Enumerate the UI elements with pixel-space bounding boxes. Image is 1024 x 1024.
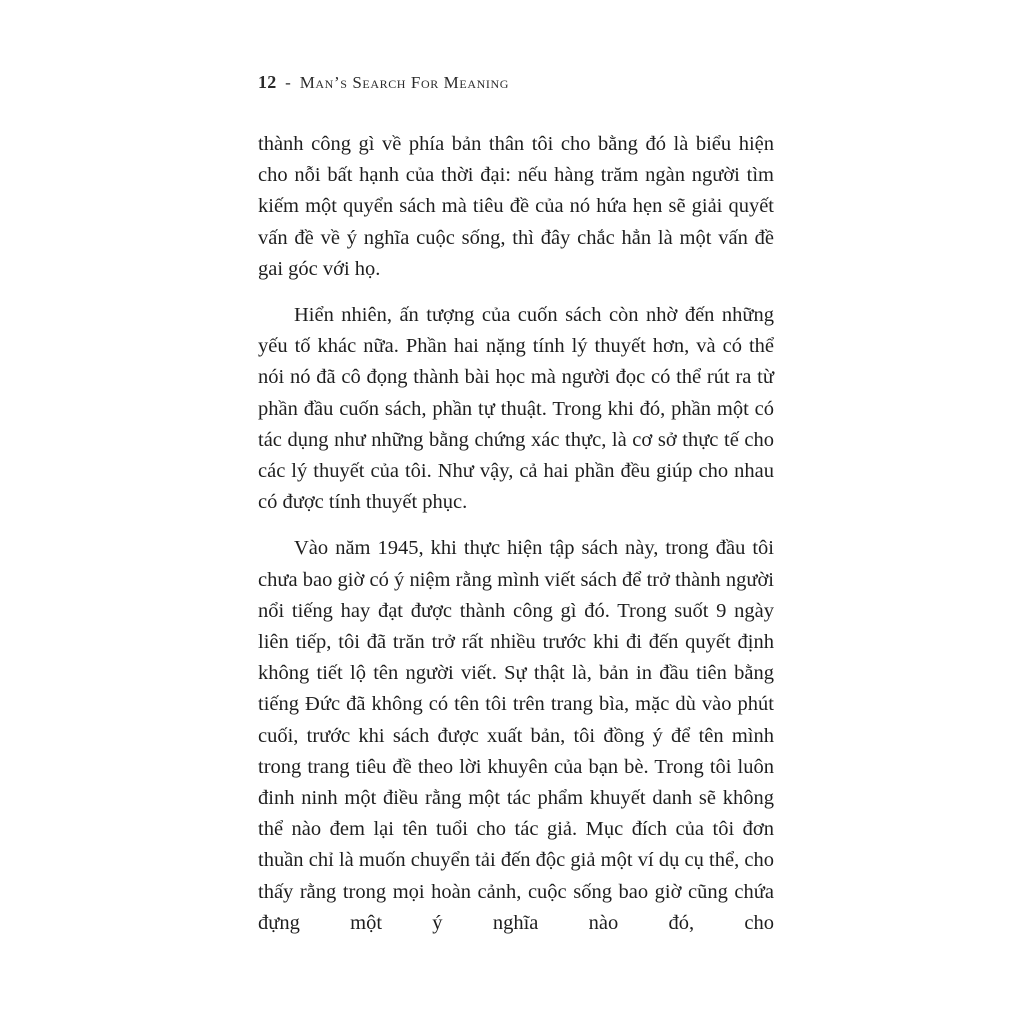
page-number: 12 (258, 72, 277, 92)
book-title: Man’s Search For Meaning (299, 73, 509, 92)
running-header (258, 72, 509, 93)
paragraph-continued: thành công gì về phía bản thân tôi cho bằng đó là biểu hiện cho nỗi bất hạnh của thời đại: nếu hàng trăm ngàn người tìm kiếm một quyển sách mà tiêu đề của nó hứa hẹn sẽ giải quyết vấn đề về ý nghĩa cuộc sống, thì đây chắc hẳn là một vấn đề gai góc với họ. (258, 133, 774, 280)
paragraph: Hiển nhiên, ấn tượng của cuốn sách còn nhờ đến những yếu tố khác nữa. Phần hai nặng tính lý thuyết hơn, và có thể nói nó đã cô đọng thành bài học mà người đọc có thể rút ra từ phần đầu cuốn sách, phần tự thuật. Trong khi đó, phần một có tác dụng như những bằng chứng xác thực, là cơ sở thực tế cho các lý thuyết của tôi. Như vậy, cả hai phần đều giúp cho nhau có được tính thuyết phục. (258, 304, 774, 514)
paragraph: Vào năm 1945, khi thực hiện tập sách này, trong đầu tôi chưa bao giờ có ý niệm rằng mình viết sách để trở thành người nổi tiếng hay đạt được thành công gì đó. Trong suốt 9 ngày liên tiếp, tôi đã trăn trở rất nhiều trước khi đi đến quyết định không tiết lộ tên người viết. Sự thật là, bản in đầu tiên bằng tiếng Đức đã không có tên tôi trên trang bìa, mặc dù vào phút cuối, trước khi sách được xuất bản, tôi đồng ý để tên mình trong trang tiêu đề theo lời khuyên của bạn bè. Trong tôi luôn đinh ninh một điều rằng một tác phẩm khuyết danh sẽ không thể nào đem lại tên tuổi cho tác giả. Mục đích của tôi đơn thuần chỉ là muốn chuyển tải đến độc giả một ví dụ cụ thể, cho thấy rằng trong mọi hoàn cảnh, cuộc sống bao giờ cũng chứa đựng một ý nghĩa nào đó, cho (258, 537, 774, 934)
header-separator: - (285, 73, 292, 92)
body-text (258, 129, 774, 939)
